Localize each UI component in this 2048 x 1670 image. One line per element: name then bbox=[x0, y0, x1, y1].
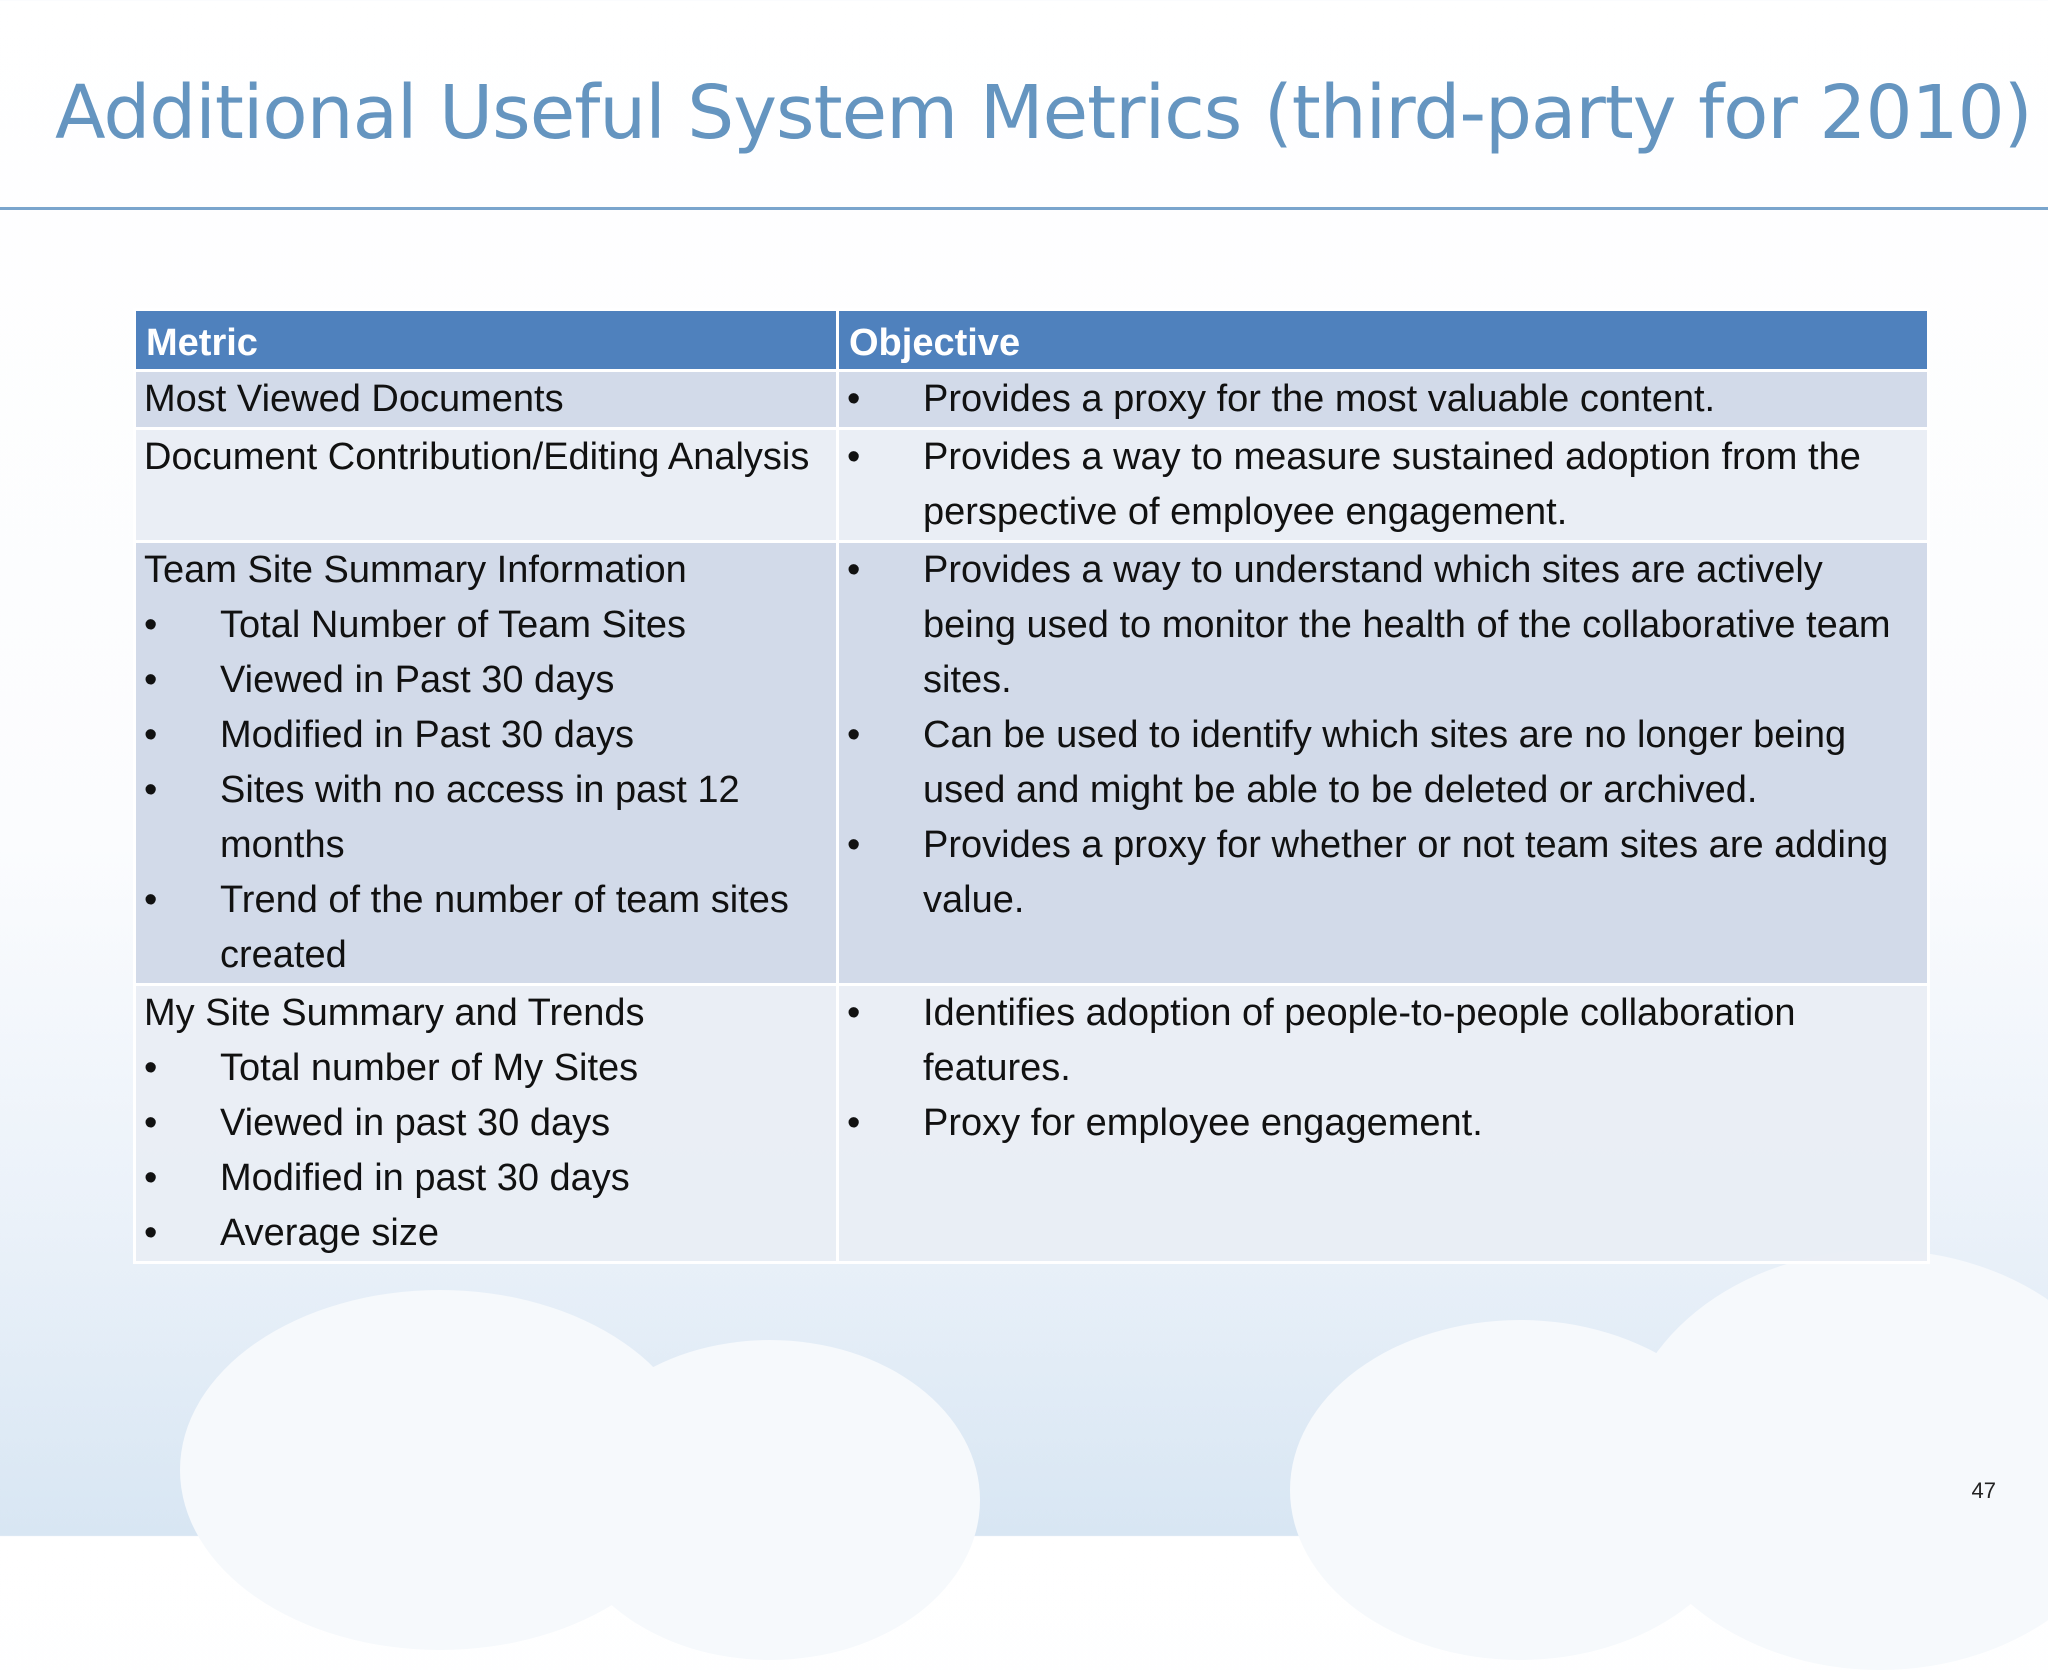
table-row bbox=[135, 371, 1929, 429]
objective-cell bbox=[838, 542, 1929, 985]
metric-bullet: • Total Number of Team Sites bbox=[144, 598, 828, 653]
title-divider bbox=[0, 207, 2048, 210]
metrics-table bbox=[133, 308, 1930, 1264]
background-cloud bbox=[560, 1340, 980, 1660]
metric-cell bbox=[135, 371, 838, 429]
metric-cell bbox=[135, 542, 838, 985]
metric-cell bbox=[135, 985, 838, 1263]
table-row bbox=[135, 429, 1929, 542]
objective-bullet: • Proxy for employee engagement. bbox=[847, 1096, 1919, 1151]
objective-cell bbox=[838, 429, 1929, 542]
objective-bullet: • Provides a way to understand which sites are actively being used to monitor the health of the collaborative team sites. bbox=[847, 543, 1919, 708]
metric-title: Team Site Summary Information bbox=[144, 549, 687, 591]
objective-bullet: • Provides a proxy for whether or not team sites are adding value. bbox=[847, 818, 1919, 928]
table-row bbox=[135, 542, 1929, 985]
objective-bullet: • Provides a way to measure sustained adoption from the perspective of employee engagement. bbox=[847, 430, 1919, 540]
objective-cell bbox=[838, 371, 1929, 429]
metric-bullet: • Average size bbox=[144, 1206, 828, 1261]
objective-cell bbox=[838, 985, 1929, 1263]
metric-bullet: • Modified in past 30 days bbox=[144, 1151, 828, 1206]
metric-title: Most Viewed Documents bbox=[144, 378, 564, 420]
metric-bullet: • Viewed in past 30 days bbox=[144, 1096, 828, 1151]
table-row bbox=[135, 985, 1929, 1263]
metric-bullet: • Sites with no access in past 12 months bbox=[144, 763, 828, 873]
slide-title: Additional Useful System Metrics (third-party for 2010) bbox=[55, 70, 2032, 156]
objective-bullet: • Provides a proxy for the most valuable content. bbox=[847, 372, 1919, 427]
metric-cell bbox=[135, 429, 838, 542]
metric-bullet: • Total number of My Sites bbox=[144, 1041, 828, 1096]
metric-bullet: • Trend of the number of team sites created bbox=[144, 873, 828, 983]
objective-bullet: • Identifies adoption of people-to-people collaboration features. bbox=[847, 986, 1919, 1096]
page-number: 47 bbox=[1971, 1478, 1996, 1503]
column-header-objective: Objective bbox=[838, 310, 1929, 371]
table-header-row bbox=[135, 310, 1929, 371]
objective-bullet: • Can be used to identify which sites are no longer being used and might be able to be deleted or archived. bbox=[847, 708, 1919, 818]
metric-title: My Site Summary and Trends bbox=[144, 992, 645, 1034]
metric-bullet: • Modified in Past 30 days bbox=[144, 708, 828, 763]
metric-title: Document Contribution/Editing Analysis bbox=[144, 436, 810, 478]
column-header-metric: Metric bbox=[135, 310, 838, 371]
metric-bullet: • Viewed in Past 30 days bbox=[144, 653, 828, 708]
